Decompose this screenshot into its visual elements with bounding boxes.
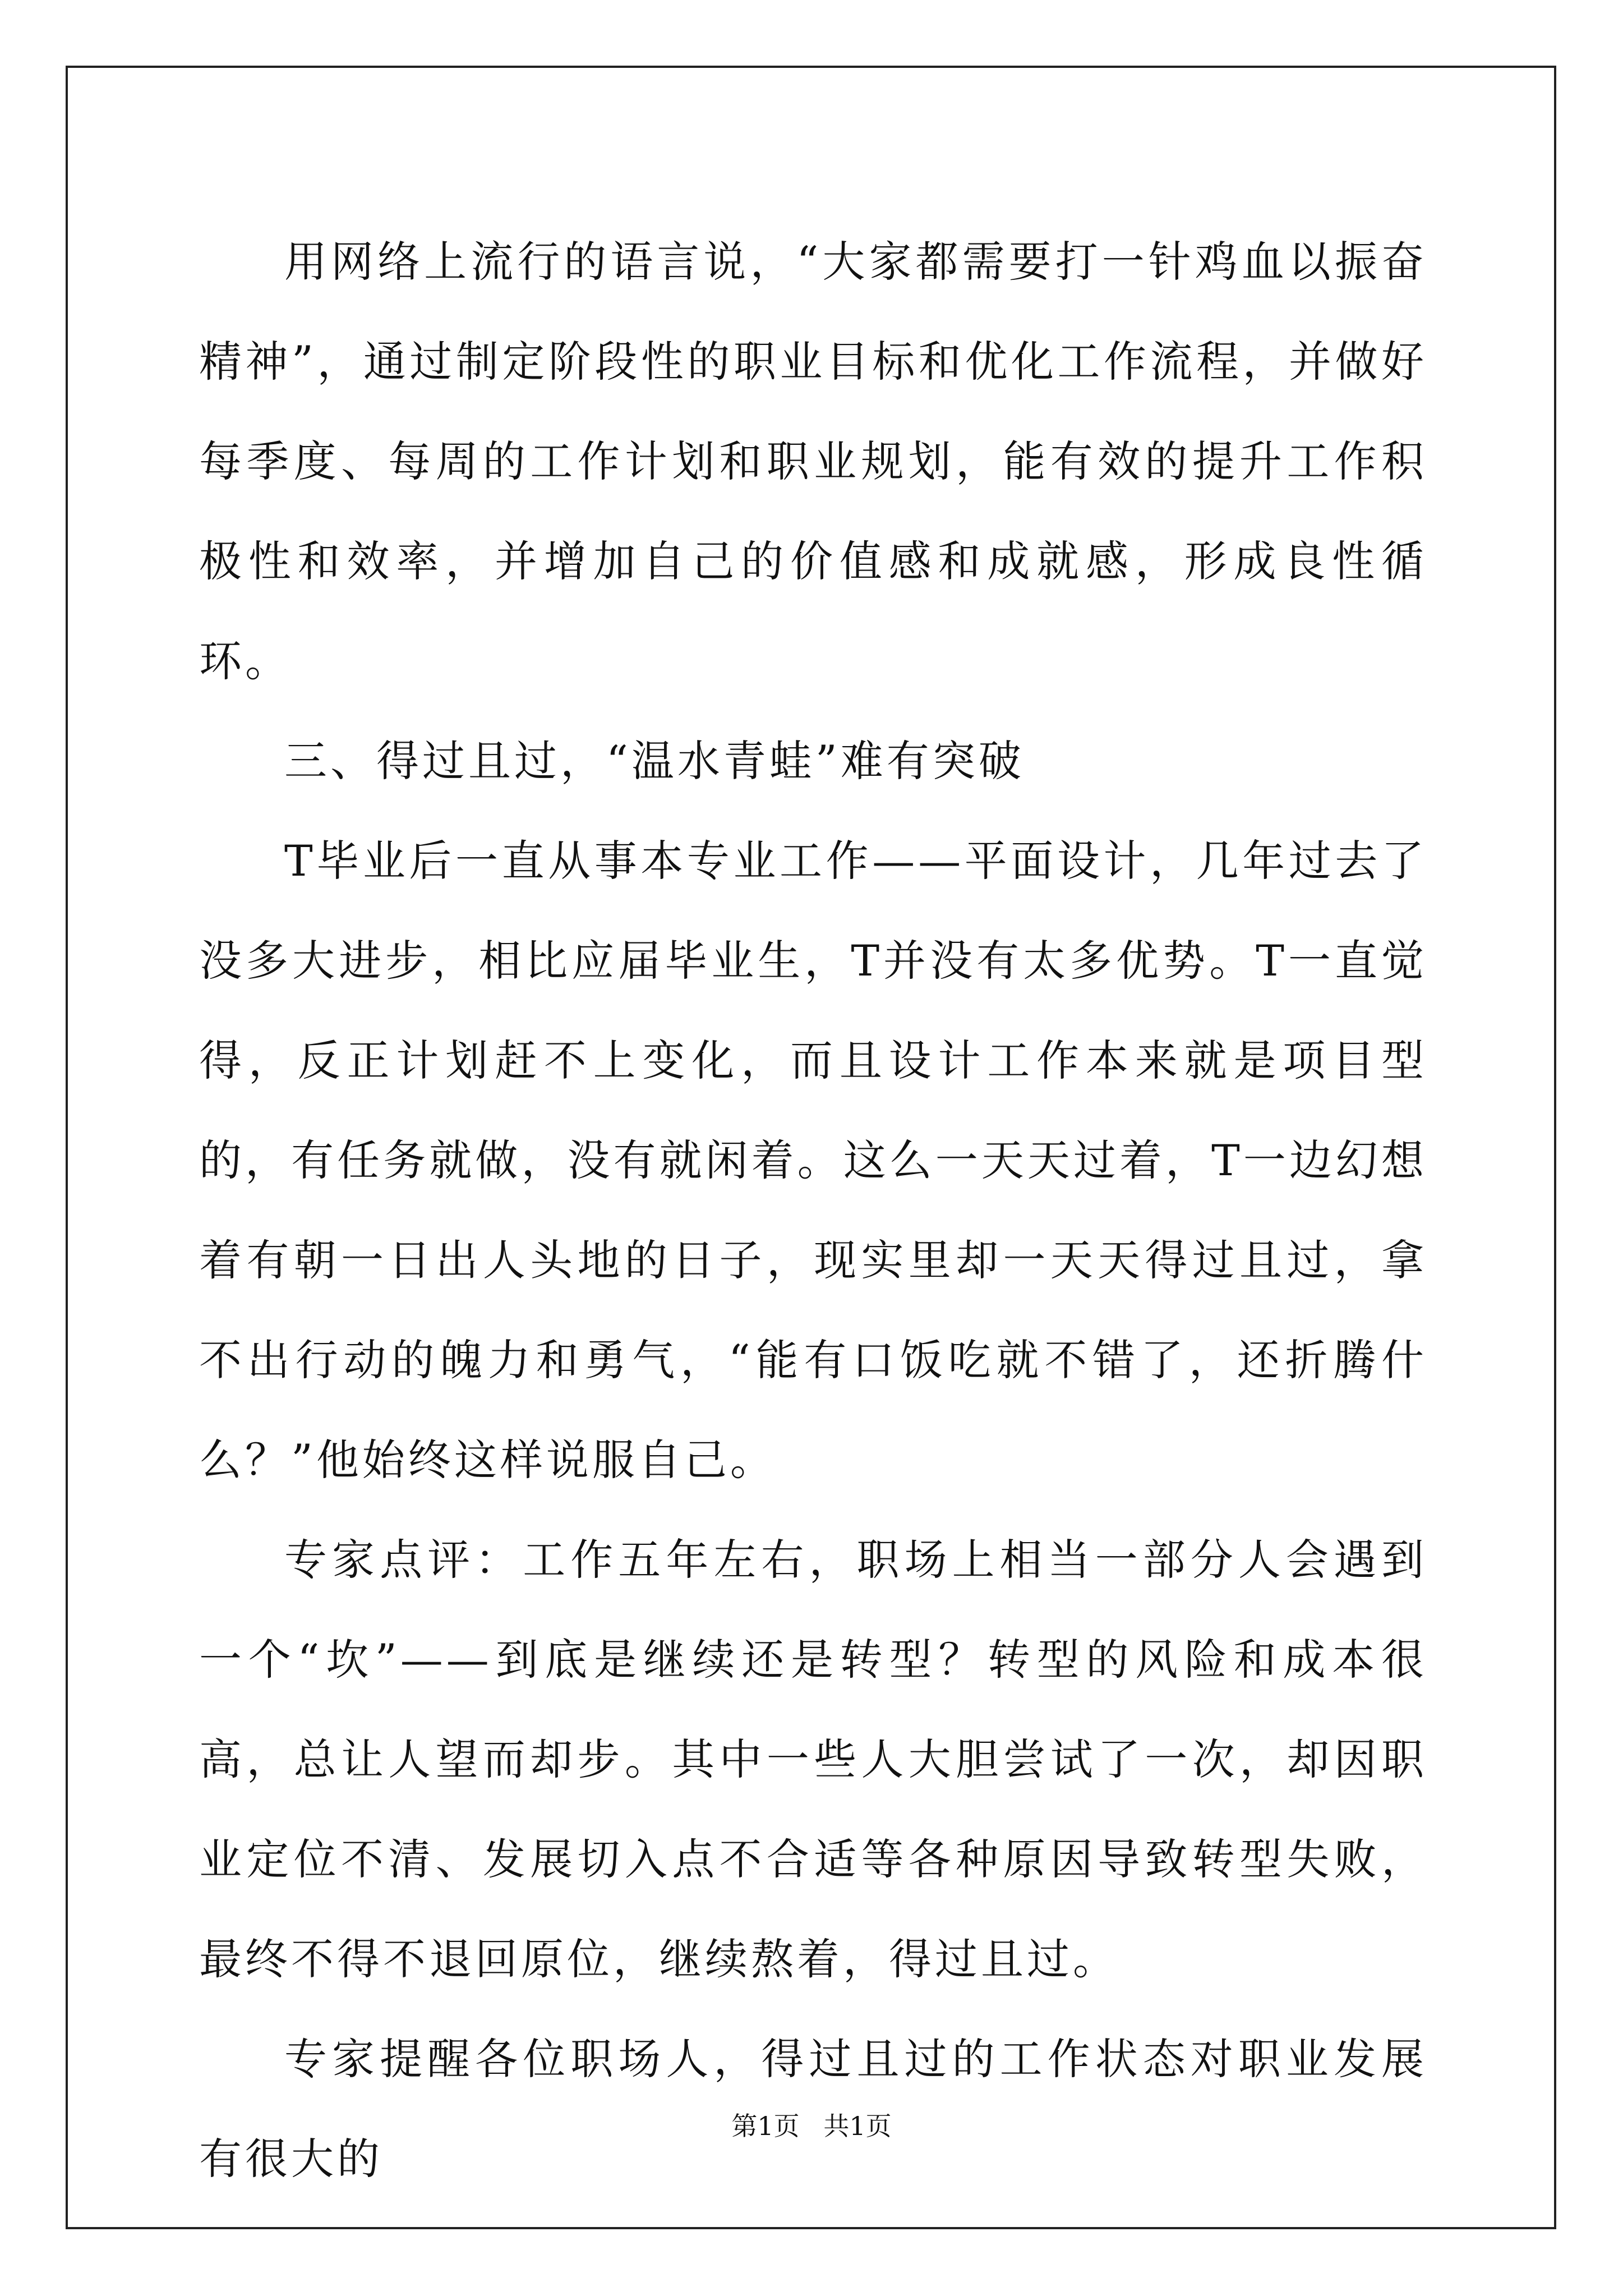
section-heading: 三、得过且过，“温水青蛙”难有突破 <box>284 736 1025 786</box>
page-total: 共1页 <box>823 2111 892 2141</box>
paragraph-2: T毕业后一直从事本专业工作——平面设计，几年过去了没多大进步，相比应届毕业生，T并没有太多优势。T一直觉得，反正计划赶不上变化，而且设计工作本来就是项目型的，有任务就做，没有就闲着。这么一天天过着，T一边幻想着有朝一日出人头地的日子，现实里却一天天得过且过，拿不出行动的魄力和勇气，“能有口饭吃就不错了，还折腾什么？”他始终这样说服自己。 <box>199 836 1427 1485</box>
paragraph-expert-comment: 专家点评：工作五年左右，职场上相当一部分人会遇到一个“坎”——到底是继续还是转型？转型的风险和成本很高，总让人望而却步。其中一些人大胆尝试了一次，却因职业定位不清、发展切入点不合适等各种原因导致转型失败，最终不得不退回原位，继续熬着，得过且过。 <box>199 1535 1427 1984</box>
page-footer <box>0 2109 1623 2143</box>
document-body <box>199 212 1427 2209</box>
page-number: 第1页 <box>731 2111 800 2141</box>
paragraph-1: 用网络上流行的语言说，“大家都需要打一针鸡血以振奋精神”，通过制定阶段性的职业目标和优化工作流程，并做好每季度、每周的工作计划和职业规划，能有效的提升工作积极性和效率，并增加自己的价值感和成就感，形成良性循环。 <box>199 237 1427 686</box>
paragraph-expert-reminder: 专家提醒各位职场人，得过且过的工作状态对职业发展有很大的 <box>199 2034 1427 2184</box>
